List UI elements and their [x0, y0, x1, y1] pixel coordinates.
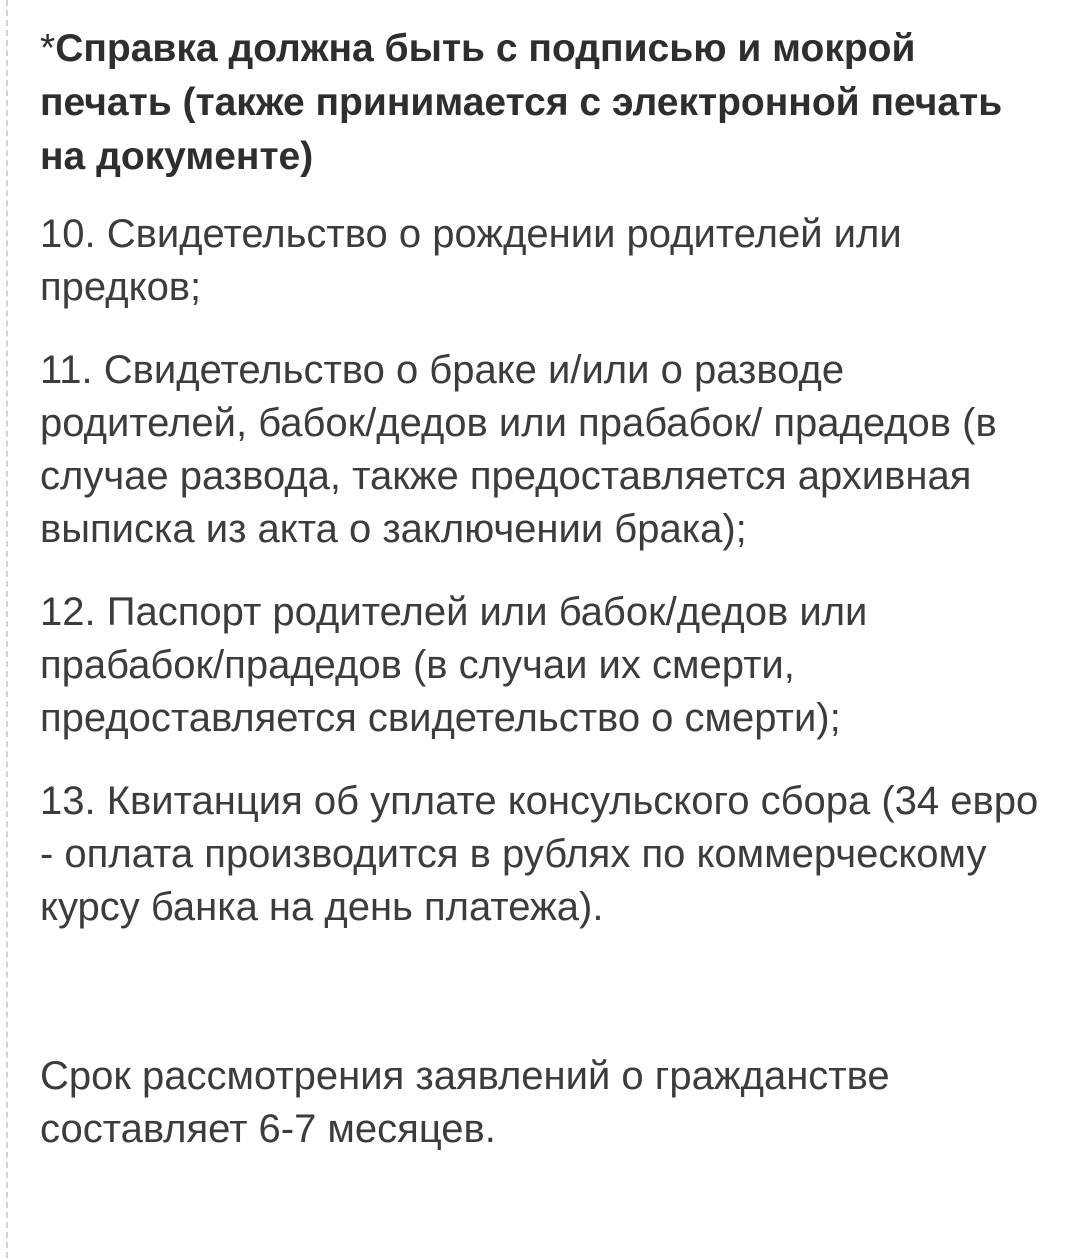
list-item-10: 10. Свидетельство о рождении родителей или предков;	[40, 212, 902, 309]
list-item-12: 12. Паспорт родителей или бабок/дедов или прабабок/прадедов (в случаи их смерти, предоставляется свидетельство о смерти);	[40, 590, 868, 740]
processing-time-text: Срок рассмотрения заявлений о гражданстве составляет 6-7 месяцев.	[40, 1054, 890, 1151]
certificate-note	[40, 22, 1055, 184]
list-item-13: 13. Квитанция об уплате консульского сбора (34 евро - оплата производится в рублях по коммерческому курсу банка на день платежа).	[40, 779, 1039, 929]
left-dashed-rule	[6, 0, 8, 1258]
section-spacer	[40, 964, 1055, 1050]
note-text: Справка должна быть с подписью и мокрой печать (также принимается с электронной печать на документе)	[40, 27, 1003, 178]
document-body	[40, 22, 1055, 1156]
note-asterisk: *	[40, 27, 56, 70]
list-item-11: 11. Свидетельство о браке и/или о разводе родителей, бабок/дедов или прабабок/ прадедов (в случае развода, также предоставляется архивная выписка из акта о заключении брака);	[40, 348, 997, 551]
